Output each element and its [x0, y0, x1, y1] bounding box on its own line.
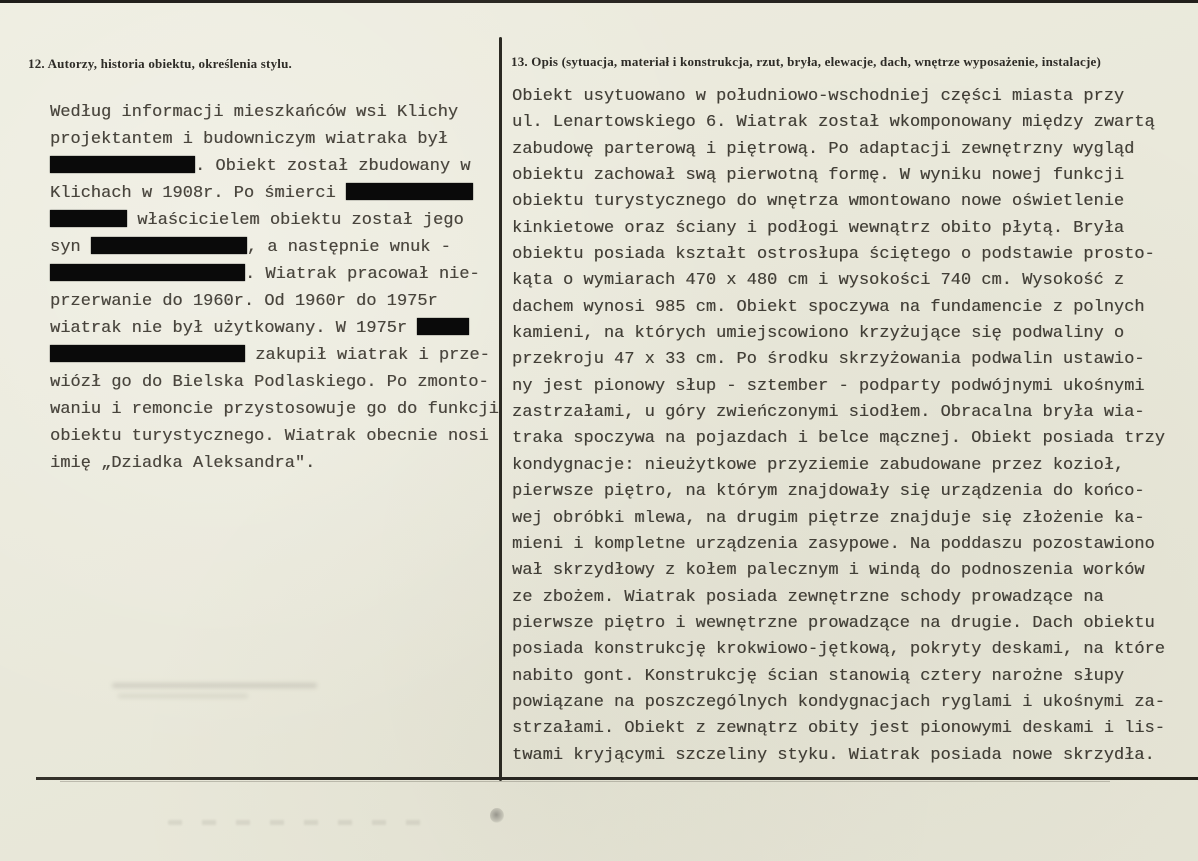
text-line: . Wiatrak pracował nie-: [50, 261, 502, 288]
text-line: projektantem i budowniczym wiatraka był: [50, 130, 448, 149]
text-line: wiatrak nie był użytkowany. W 1975r: [50, 315, 502, 342]
text-line: pierwsze piętro i wewnętrzne prowadzące na drugie. Dach obiektu: [512, 613, 1155, 633]
redaction-bar: [50, 156, 195, 173]
text-line: syn , a następnie wnuk -: [50, 238, 451, 257]
scan-top-edge-line: [0, 0, 1198, 3]
text-line: posiada konstrukcję krokwiowo-jętkową, pokryty deskami, na które: [512, 640, 1165, 660]
text-line: zakupił wiatrak i prze-: [50, 342, 502, 369]
text-line: obiektu posiada kształt ostrosłupa ściętego o podstawie prosto-: [512, 245, 1155, 265]
text-line: imię „Dziadka Aleksandra".: [50, 454, 316, 473]
text-line: obiektu zachował swą pierwotną formę. W wyniku nowej funkcji: [512, 166, 1125, 186]
smudge-mark: [112, 683, 317, 688]
text-line: Klichach w 1908r. Po śmierci: [50, 180, 502, 207]
column-divider-line: [499, 37, 502, 781]
text-line: obiektu turystycznego do wnętrza wmontowano nowe oświetlenie: [512, 192, 1125, 212]
text-line: Obiekt usytuowano w południowo-wschodniej części miasta przy: [512, 87, 1125, 106]
bottom-rule-scan-shadow: [60, 781, 1110, 782]
redaction-bar: [91, 237, 247, 254]
redaction-bar: [417, 318, 469, 335]
text-line: Według informacji mieszkańców wsi Klichy: [50, 103, 459, 122]
text-line: przerwanie do 1960r. Od 1960r do 1975r: [50, 292, 438, 311]
section-12-label: 12. Autorzy, historia obiektu, określenia stylu.: [28, 56, 292, 71]
section-12-text: [50, 99, 502, 477]
text-line: nabito gont. Konstrukcję ścian stanowią cztery narożne słupy: [512, 666, 1125, 686]
text-line: strzałami. Obiekt z zewnątrz obity jest pionowymi deskami i lis-: [512, 719, 1165, 739]
text-line: traka spoczywa na pojazdach i belce mącznej. Obiekt posiada trzy: [512, 429, 1165, 449]
section-13-label: 13. Opis (sytuacja, materiał i konstrukcja, rzut, bryła, elewacje, dach, wnętrze wyposażenie, instalacje): [511, 54, 1102, 69]
text-line: kamieni, na których umiejscowiono krzyżujące się podwaliny o: [512, 324, 1125, 344]
text-line: dachem wynosi 985 cm. Obiekt spoczywa na fundamencie z polnych: [512, 297, 1145, 317]
text-line: kinkietowe oraz ściany i podłogi wewnątrz obito płytą. Bryła: [512, 218, 1125, 238]
text-line: właścicielem obiektu został jego: [50, 207, 502, 234]
text-line: pierwsze piętro, na którym znajdowały się urządzenia do końco-: [512, 482, 1145, 502]
section-13-text: [512, 84, 1192, 769]
text-line: wej obróbki mlewa, na drugim piętrze znajduje się złożenie ka-: [512, 508, 1145, 528]
text-line: przekroju 47 x 33 cm. Po środku skrzyżowania podwalin ustawio-: [512, 350, 1145, 370]
text-line: ze zbożem. Wiatrak posiada zewnętrzne schody prowadzące na: [512, 587, 1104, 607]
text-line: wiózł go do Bielska Podlaskiego. Po zmonto-: [50, 373, 489, 392]
text-line: kondygnacje: nieużytkowe przyziemie zabudowane przez kozioł,: [512, 455, 1125, 475]
redaction-bar: [50, 264, 245, 281]
text-line: ny jest pionowy słup - sztember - podparty podwójnymi ukośnymi: [512, 376, 1145, 396]
text-line: ul. Lenartowskiego 6. Wiatrak został wkomponowany między zwartą: [512, 113, 1155, 133]
text-line: zabudowę parterową i piętrową. Po adaptacji zewnętrzny wygląd: [512, 139, 1135, 159]
redaction-bar: [346, 183, 473, 200]
paper-speckles: [168, 820, 438, 825]
text-line: wał skrzydłowy z kołem palecznym i windą do podnoszenia worków: [512, 561, 1145, 581]
smudge-mark: [118, 694, 248, 698]
text-line: kąta o wymiarach 470 x 480 cm i wysokości 740 cm. Wysokość z: [512, 271, 1125, 291]
redaction-bar: [50, 210, 127, 227]
text-line: . Obiekt został zbudowany w: [50, 153, 502, 180]
text-line: obiektu turystycznego. Wiatrak obecnie nosi: [50, 427, 489, 446]
text-line: twami kryjącymi szczeliny styku. Wiatrak posiada nowe skrzydła.: [512, 745, 1155, 765]
text-line: powiązane na poszczególnych kondygnacjach ryglami i ukośnymi za-: [512, 692, 1165, 712]
ink-dot-mark: [490, 808, 504, 823]
text-line: zastrzałami, u góry zwieńczonymi siodłem. Obracalna bryła wia-: [512, 403, 1145, 423]
bottom-rule-line: [36, 777, 1198, 780]
text-line: mieni i kompletne urządzenia zasypowe. Na poddaszu pozostawiono: [512, 534, 1155, 554]
redaction-bar: [50, 345, 245, 362]
text-line: waniu i remoncie przystosowuje go do funkcji: [50, 400, 499, 419]
